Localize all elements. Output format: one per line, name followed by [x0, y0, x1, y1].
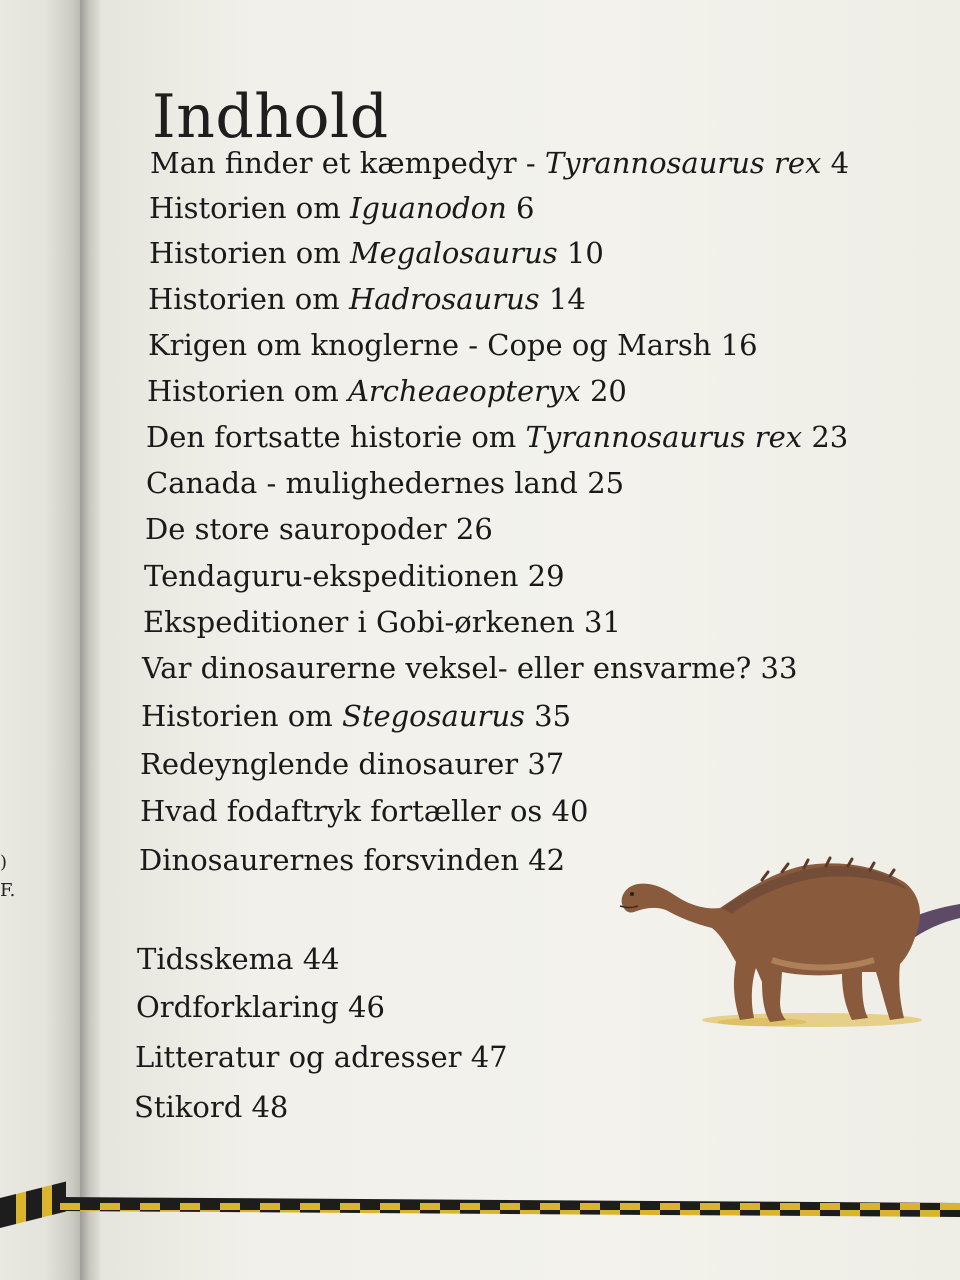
toc-entry: Krigen om knoglerne - Cope og Marsh 16 — [148, 328, 758, 362]
toc-page-number: 16 — [720, 328, 758, 362]
toc-entry: Man finder et kæmpedyr - Tyrannosaurus rex 4 — [150, 146, 850, 180]
toc-entry: Canada - mulighedernes land 25 — [146, 466, 625, 500]
decorative-border-stripe — [60, 1195, 960, 1225]
left-page-edge — [0, 0, 82, 1280]
toc-page-number: 33 — [760, 651, 798, 685]
toc-page-number: 20 — [589, 374, 627, 408]
toc-entry: Tendaguru-ekspeditionen 29 — [144, 559, 565, 593]
toc-entry: Historien om Megalosaurus 10 — [149, 236, 604, 270]
toc-page-number: 29 — [527, 559, 565, 593]
toc-entry: Var dinosaurerne veksel- eller ensvarme? 33 — [142, 651, 798, 685]
toc-entry: Ordforklaring 46 — [136, 990, 385, 1024]
toc-entry: Dinosaurernes forsvinden 42 — [139, 843, 566, 877]
toc-page-number: 47 — [470, 1040, 508, 1074]
toc-entry: Historien om Iguanodon 6 — [149, 191, 535, 225]
toc-page-number: 37 — [527, 747, 565, 781]
page-title: Indhold — [152, 82, 389, 153]
toc-entry: De store sauropoder 26 — [145, 512, 493, 546]
toc-page-number: 31 — [584, 605, 621, 639]
toc-entry: Historien om Hadrosaurus 14 — [148, 282, 586, 316]
left-page-text-fragment: F. — [0, 880, 16, 901]
toc-page-number: 26 — [455, 512, 493, 546]
left-page-border-stripe — [0, 1182, 66, 1228]
toc-entry: Historien om Archeaeopteryx 20 — [147, 374, 627, 408]
toc-page-number: 48 — [251, 1090, 289, 1124]
toc-entry: Tidsskema 44 — [137, 942, 340, 976]
toc-entry: Stikord 48 — [134, 1090, 289, 1124]
toc-page-number: 4 — [830, 146, 850, 180]
toc-entry: Den fortsatte historie om Tyrannosaurus rex 23 — [146, 420, 849, 454]
toc-page-number: 42 — [528, 843, 566, 877]
toc-page-number: 6 — [515, 191, 535, 225]
toc-page-number: 46 — [348, 990, 385, 1024]
toc-page-number: 23 — [811, 420, 849, 454]
toc-entry: Litteratur og adresser 47 — [135, 1040, 508, 1074]
left-page-text-fragment: ) — [0, 852, 8, 873]
toc-page-number: 35 — [534, 699, 572, 733]
book-gutter — [80, 0, 102, 1280]
toc-page-number: 25 — [587, 466, 625, 500]
toc-page-number: 40 — [551, 794, 589, 828]
toc-entry: Historien om Stegosaurus 35 — [141, 699, 572, 733]
sauropod-dinosaur-illustration — [612, 852, 960, 1032]
toc-entry: Hvad fodaftryk fortæller os 40 — [140, 794, 589, 828]
toc-entry: Redeynglende dinosaurer 37 — [140, 747, 565, 781]
toc-page-number: 44 — [302, 942, 340, 976]
toc-page-number: 14 — [548, 282, 586, 316]
toc-entry: Ekspeditioner i Gobi-ørkenen 31 — [143, 605, 621, 639]
toc-page-number: 10 — [566, 236, 604, 270]
